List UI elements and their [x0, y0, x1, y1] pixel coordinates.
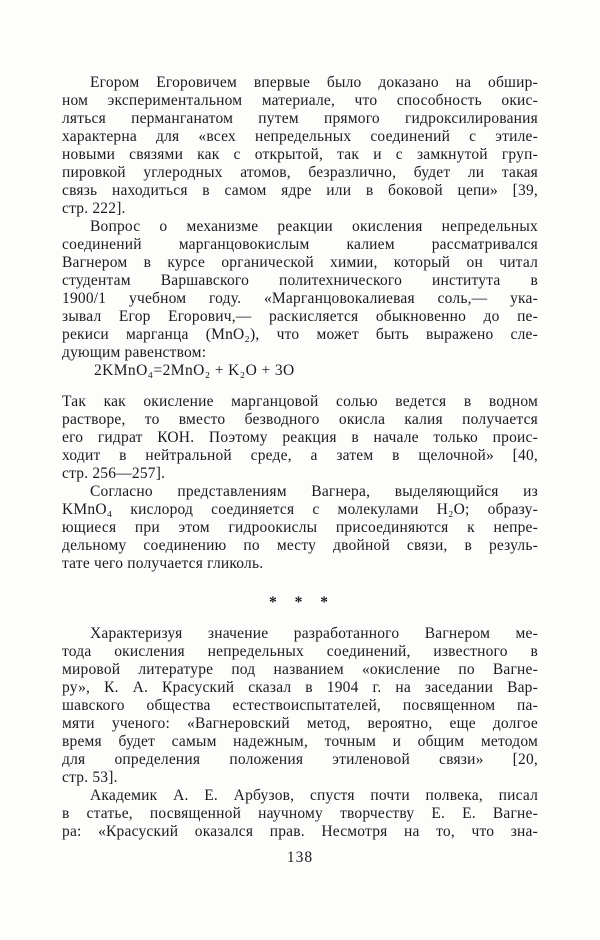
text-line: ходит в нейтральной среде, а затем в щелочной» [40,	[62, 447, 538, 464]
text-line: стр. 222].	[62, 200, 126, 217]
text-line: растворе, то вместо безводного окисла калия получается	[62, 411, 538, 428]
text-line: стр. 53].	[62, 769, 118, 786]
text-line: студентам Варшавского политехнического института в	[62, 272, 538, 289]
text-line: пировкой углеродных атомов, безразлично, будет ли такая	[62, 164, 538, 181]
text-line: тате чего получается гликоль.	[62, 555, 264, 572]
text-line: рекиси марганца (MnO₂), что может быть выражено сле-	[62, 326, 538, 343]
text-line: мяти ученого: «Вагнеровский метод, вероятно, еще долгое	[62, 715, 538, 732]
text-line: Вопрос о механизме реакции окисления непредельных	[90, 218, 538, 235]
text-line: стр. 256—257].	[62, 465, 166, 482]
paragraph	[62, 74, 538, 218]
text-line: KMnO₄ кислород соединяется с молекулами H₂O; образу-	[62, 501, 538, 518]
text-line: связь находиться в самом ядре или в боковой цепи» [39,	[62, 182, 538, 199]
text-line: Академик А. Е. Арбузов, спустя почти полвека, писал	[90, 787, 538, 804]
text-line: 1900/1 учебном году. «Марганцовокалиевая соль,— ука-	[62, 290, 538, 307]
text-line: Егором Егоровичем впервые было доказано на обшир-	[90, 74, 538, 91]
text-line: дующим равенством:	[62, 344, 207, 361]
text-line: ляться перманганатом путем прямого гидроксилирования	[62, 110, 538, 127]
text-block	[62, 74, 538, 867]
text-line: для определения положения этиленовой связи» [20,	[62, 751, 538, 768]
text-line: в статье, посвященной научному творчеству Е. Е. Вагне-	[62, 805, 538, 822]
paragraph	[62, 218, 538, 362]
text-line: новыми связями как с открытой, так и с замкнутой груп-	[62, 146, 538, 163]
text-line: время будет самым надежным, точным и общим методом	[62, 733, 538, 750]
text-line: шавского общества естествоиспытателей, посвященном па-	[62, 697, 538, 714]
paragraph	[62, 483, 538, 573]
chemical-equation: 2KMnO₄=2MnO₂ + K₂O + 3O	[94, 362, 295, 379]
paragraph	[62, 625, 538, 787]
page-number: 138	[286, 849, 314, 866]
text-line: мировой литературе под названием «окисление по Вагне-	[62, 661, 538, 678]
text-line: ющиеся при этом гидроокислы присоединяются к непре-	[62, 519, 538, 536]
section-divider: * * *	[269, 594, 331, 611]
text-line: ном экспериментальном материале, что способность окис-	[62, 92, 538, 109]
text-line: тода окисления непредельных соединений, известного в	[62, 643, 538, 660]
text-line: Характеризуя значение разработанного Вагнером ме-	[90, 625, 538, 642]
paragraph	[62, 393, 538, 483]
text-line: его гидрат КОН. Поэтому реакция в начале только проис-	[62, 429, 538, 446]
text-line: дельному соединению по месту двойной связи, в резуль-	[62, 537, 538, 554]
text-line: характерна для «всех непредельных соединений с этиле-	[62, 128, 538, 145]
text-line: ру», К. А. Красуский сказал в 1904 г. на заседании Вар-	[62, 679, 538, 696]
text-line: соединений марганцовокислым калием рассматривался	[62, 236, 538, 253]
text-line: ра: «Красуский оказался прав. Несмотря на то, что зна-	[62, 823, 538, 840]
text-line: Вагнером в курсе органической химии, который он читал	[62, 254, 538, 271]
paragraph	[62, 787, 538, 841]
text-line: Так как окисление марганцовой солью ведется в водном	[62, 393, 538, 410]
text-line: зывал Егор Егорович,— раскисляется обыкновенно до пе-	[62, 308, 538, 325]
text-line: Согласно представлениям Вагнера, выделяющийся из	[90, 483, 538, 500]
